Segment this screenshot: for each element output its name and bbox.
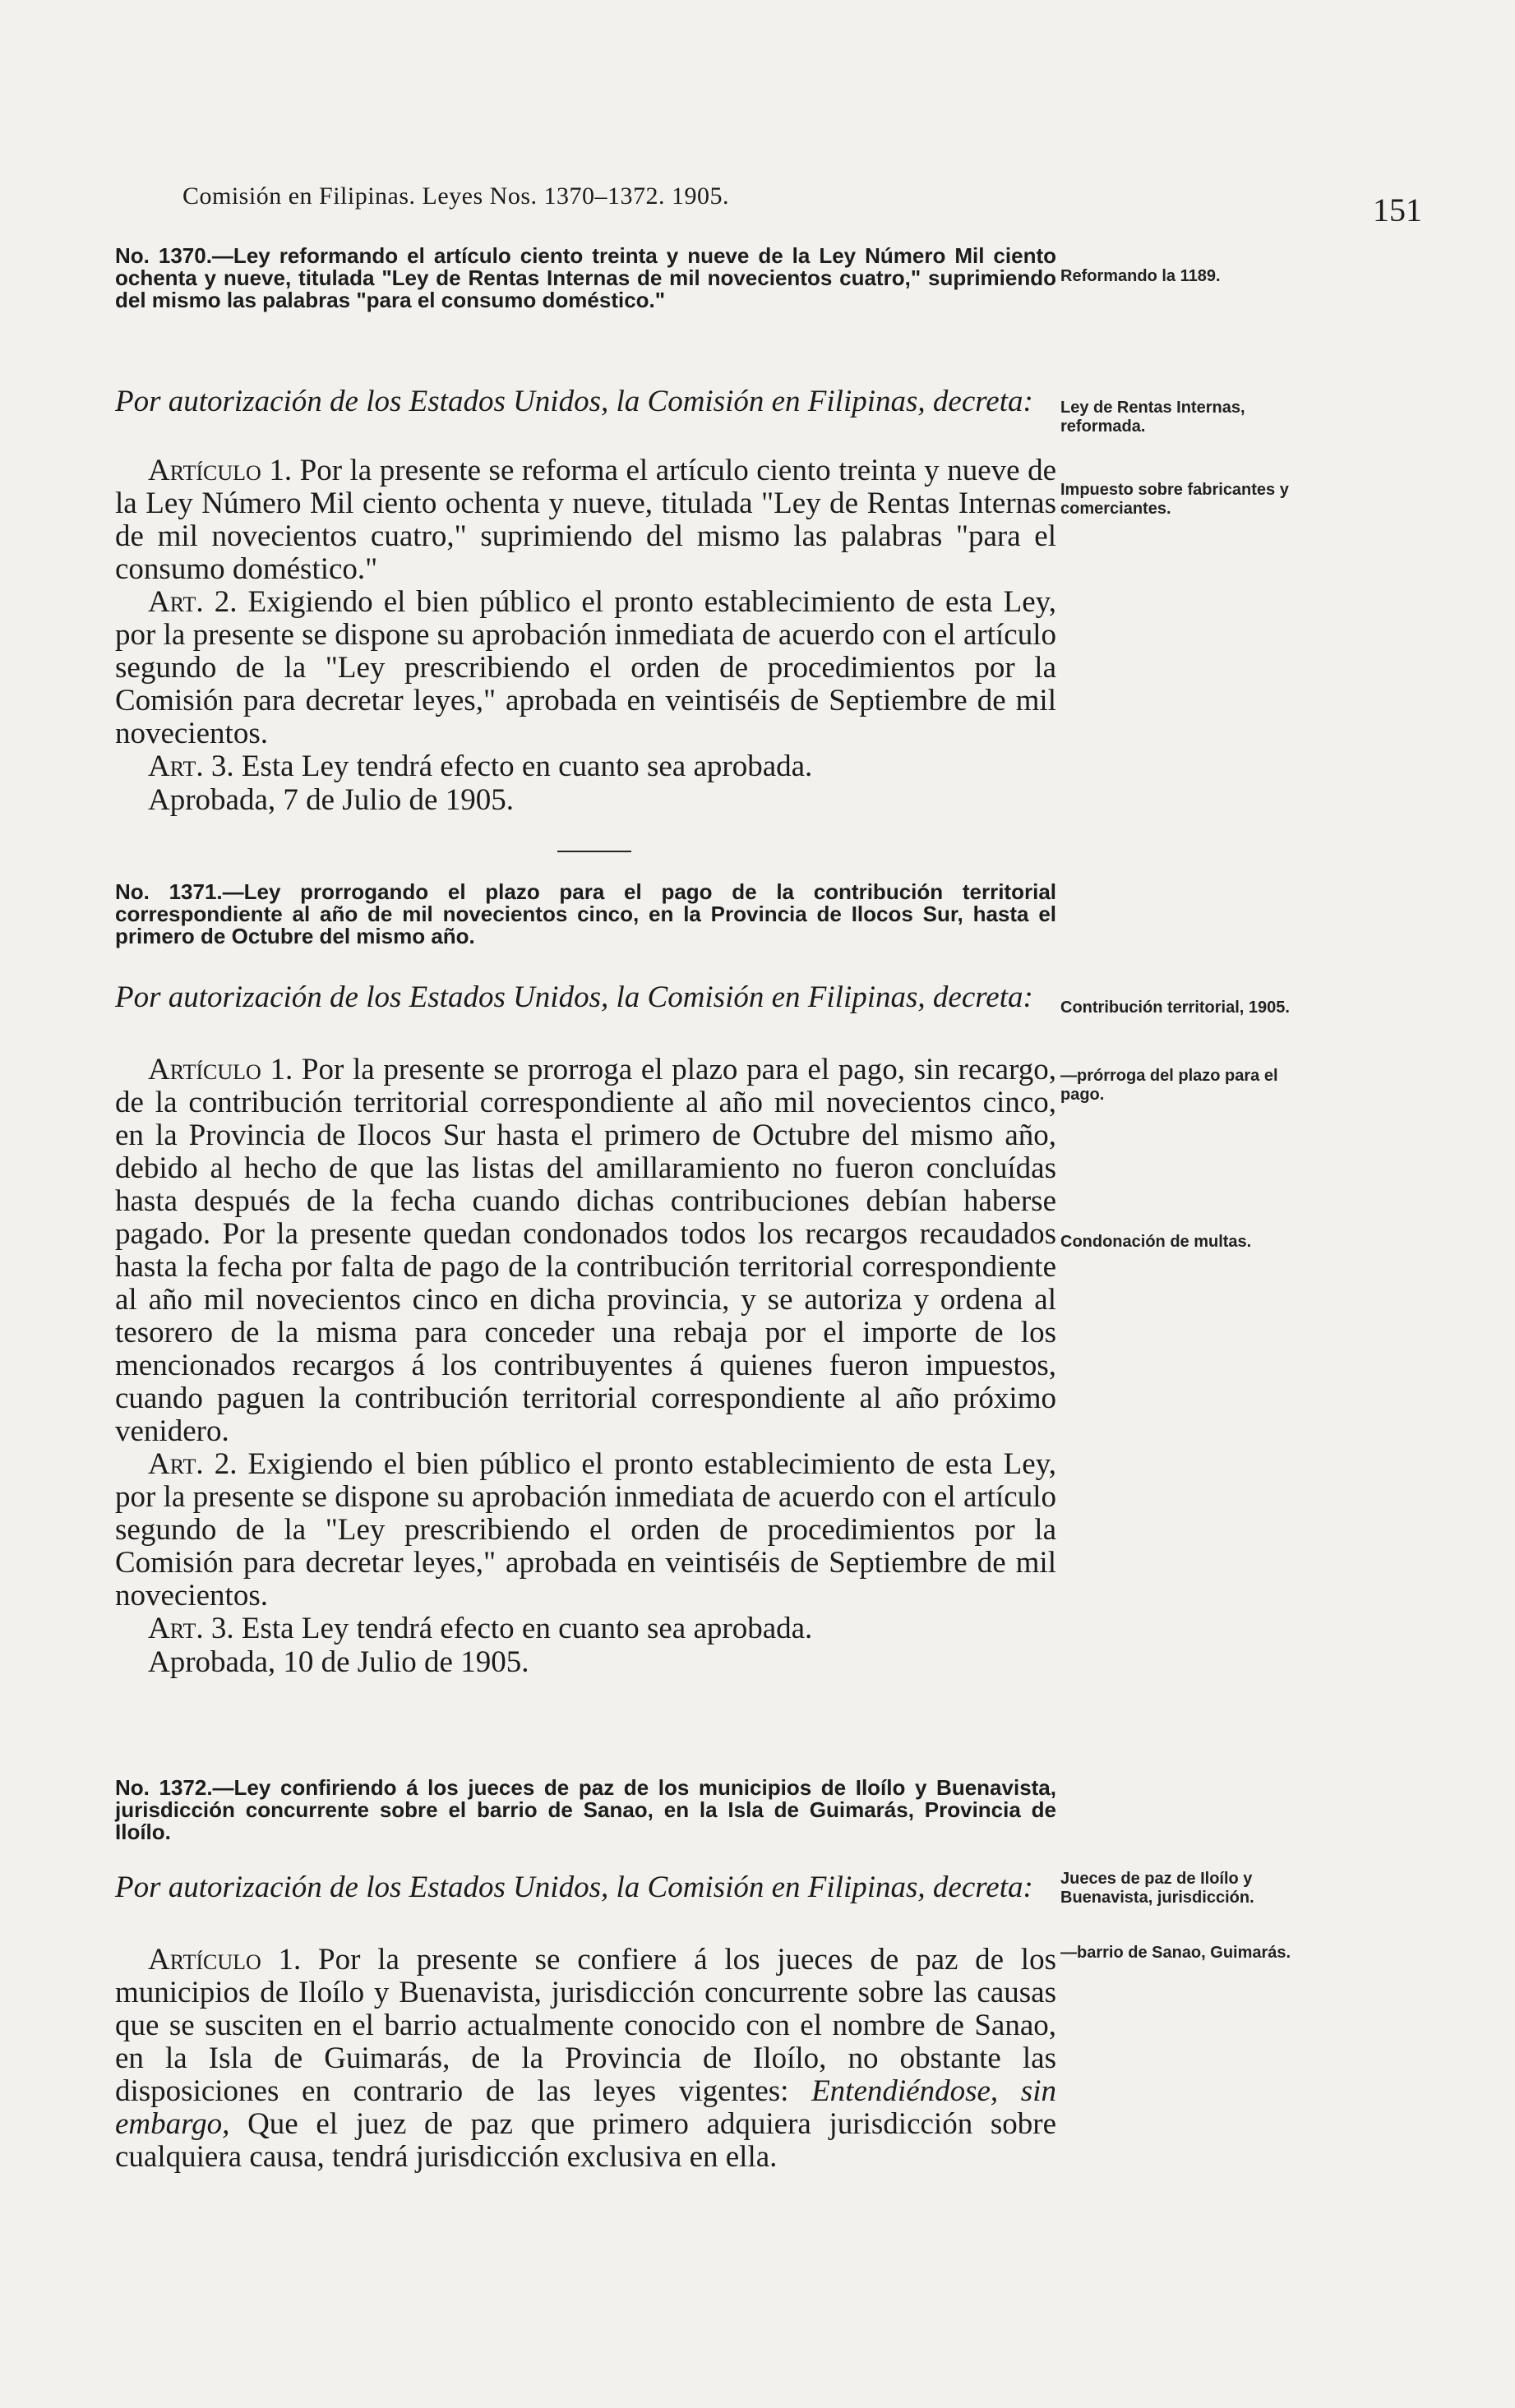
law-1371-body: [115, 1054, 1056, 1680]
law-1372-decreta: Por autorización de los Estados Unidos, la Comisión en Filipinas, decreta:: [115, 1871, 1033, 1904]
margin-note: Condonación de multas.: [1060, 1233, 1252, 1251]
margin-note: —prórroga del plazo para el pago.: [1060, 1067, 1278, 1104]
margin-note: Impuesto sobre fabricantes y comerciantes.: [1060, 481, 1289, 518]
law-1370-article-3: Art. 3. Esta Ley tendrá efecto en cuanto sea aprobada.: [148, 750, 813, 783]
law-1371-article-3: Art. 3. Esta Ley tendrá efecto en cuanto sea aprobada.: [148, 1612, 813, 1645]
section-divider: [557, 851, 631, 852]
margin-note: Contribución territorial, 1905.: [1060, 999, 1290, 1017]
law-1371-decreta: Por autorización de los Estados Unidos, la Comisión en Filipinas, decreta:: [115, 980, 1033, 1014]
law-1370-decreta: Por autorización de los Estados Unidos, la Comisión en Filipinas, decreta:: [115, 385, 1033, 418]
law-1370-title: No. 1370.—Ley reformando el artículo ciento treinta y nueve de la Ley Número Mil ciento ochenta y nueve, titulada "Ley de Rentas Internas de mil novecientos cuatro," suprimiendo del mismo las palabras "para el consumo doméstico.": [115, 243, 1056, 312]
margin-note: Reformando la 1189.: [1060, 267, 1221, 285]
law-1371-article-2: Art. 2. Exigiendo el bien público el pronto establecimiento de esta Ley, por la presente se dispone su aprobación inmediata de acuerdo con el artículo segundo de la "Ley prescribiendo el orden de procedimientos por la Comisión para decretar leyes," aprobada en veintiséis de Septiembre de mil novecientos.: [115, 1447, 1056, 1612]
law-1372-body: [115, 1944, 1056, 2174]
running-header: Comisión en Filipinas. Leyes Nos. 1370–1372. 1905.: [182, 182, 729, 210]
law-1372-title: No. 1372.—Ley confiriendo á los jueces de paz de los municipios de Iloílo y Buenavista, jurisdicción concurrente sobre el barrio de Sanao, en la Isla de Guimarás, Provincia de Iloílo.: [115, 1775, 1056, 1844]
law-1372-article-1: Artículo 1. Por la presente se confiere á los jueces de paz de los municipios de Iloílo y Buenavista, jurisdicción concurrente sobre las causas que se susciten en el barrio actualmente conocido con el nombre de Sanao, en la Isla de Guimarás, de la Provincia de Iloílo, no obstante las disposiciones en contrario de las leyes vigentes: Entendiéndose, sin embargo, Que el juez de paz que primero adquiera jurisdicción sobre cualquiera causa, tendrá jurisdicción exclusiva en ella.: [115, 1943, 1056, 2174]
margin-note: —barrio de Sanao, Guimarás.: [1060, 1944, 1291, 1962]
law-1371-approved: Aprobada, 10 de Julio de 1905.: [148, 1645, 529, 1679]
law-1370-article-1: Artículo 1. Por la presente se reforma el artículo ciento treinta y nueve de la Ley Número Mil ciento ochenta y nueve, titulada "Ley de Rentas Internas de mil novecientos cuatro," suprimiendo del mismo las palabras "para el consumo doméstico.": [115, 454, 1056, 586]
law-1370-article-2: Art. 2. Exigiendo el bien público el pronto establecimiento de esta Ley, por la presente se dispone su aprobación inmediata de acuerdo con el artículo segundo de la "Ley prescribiendo el orden de procedimientos por la Comisión para decretar leyes," aprobada en veintiséis de Septiembre de mil novecientos.: [115, 585, 1056, 750]
law-1371-title: No. 1371.—Ley prorrogando el plazo para el pago de la contribución territorial correspondiente al año de mil novecientos cinco, en la Provincia de Ilocos Sur, hasta el primero de Octubre del mismo año.: [115, 879, 1056, 948]
law-1370-approved: Aprobada, 7 de Julio de 1905.: [148, 783, 514, 817]
margin-note: Jueces de paz de Iloílo y Buenavista, jurisdicción.: [1060, 1870, 1254, 1907]
margin-note: Ley de Rentas Internas, reformada.: [1060, 399, 1245, 436]
law-1370-body: [115, 454, 1056, 818]
law-1371-article-1: Artículo 1. Por la presente se prorroga el plazo para el pago, sin recargo, de la contribución territorial correspondiente al año mil novecientos cinco, en la Provincia de Ilocos Sur hasta el primero de Octubre del mismo año, debido al hecho de que las listas del amillaramiento no fueron concluídas hasta después de la fecha cuando dichas contribuciones debían haberse pagado. Por la presente quedan condonados todos los recargos recaudados hasta la fecha por falta de pago de la contribución territorial correspondiente al año mil novecientos cinco en dicha provincia, y se autoriza y ordena al tesorero de la misma para conceder una rebaja por el importe de los mencionados recargos á los contribuyentes á quienes fueron impuestos, cuando paguen la contribución territorial correspondiente al año próximo venidero.: [115, 1053, 1056, 1448]
page-number: 151: [1373, 191, 1422, 228]
